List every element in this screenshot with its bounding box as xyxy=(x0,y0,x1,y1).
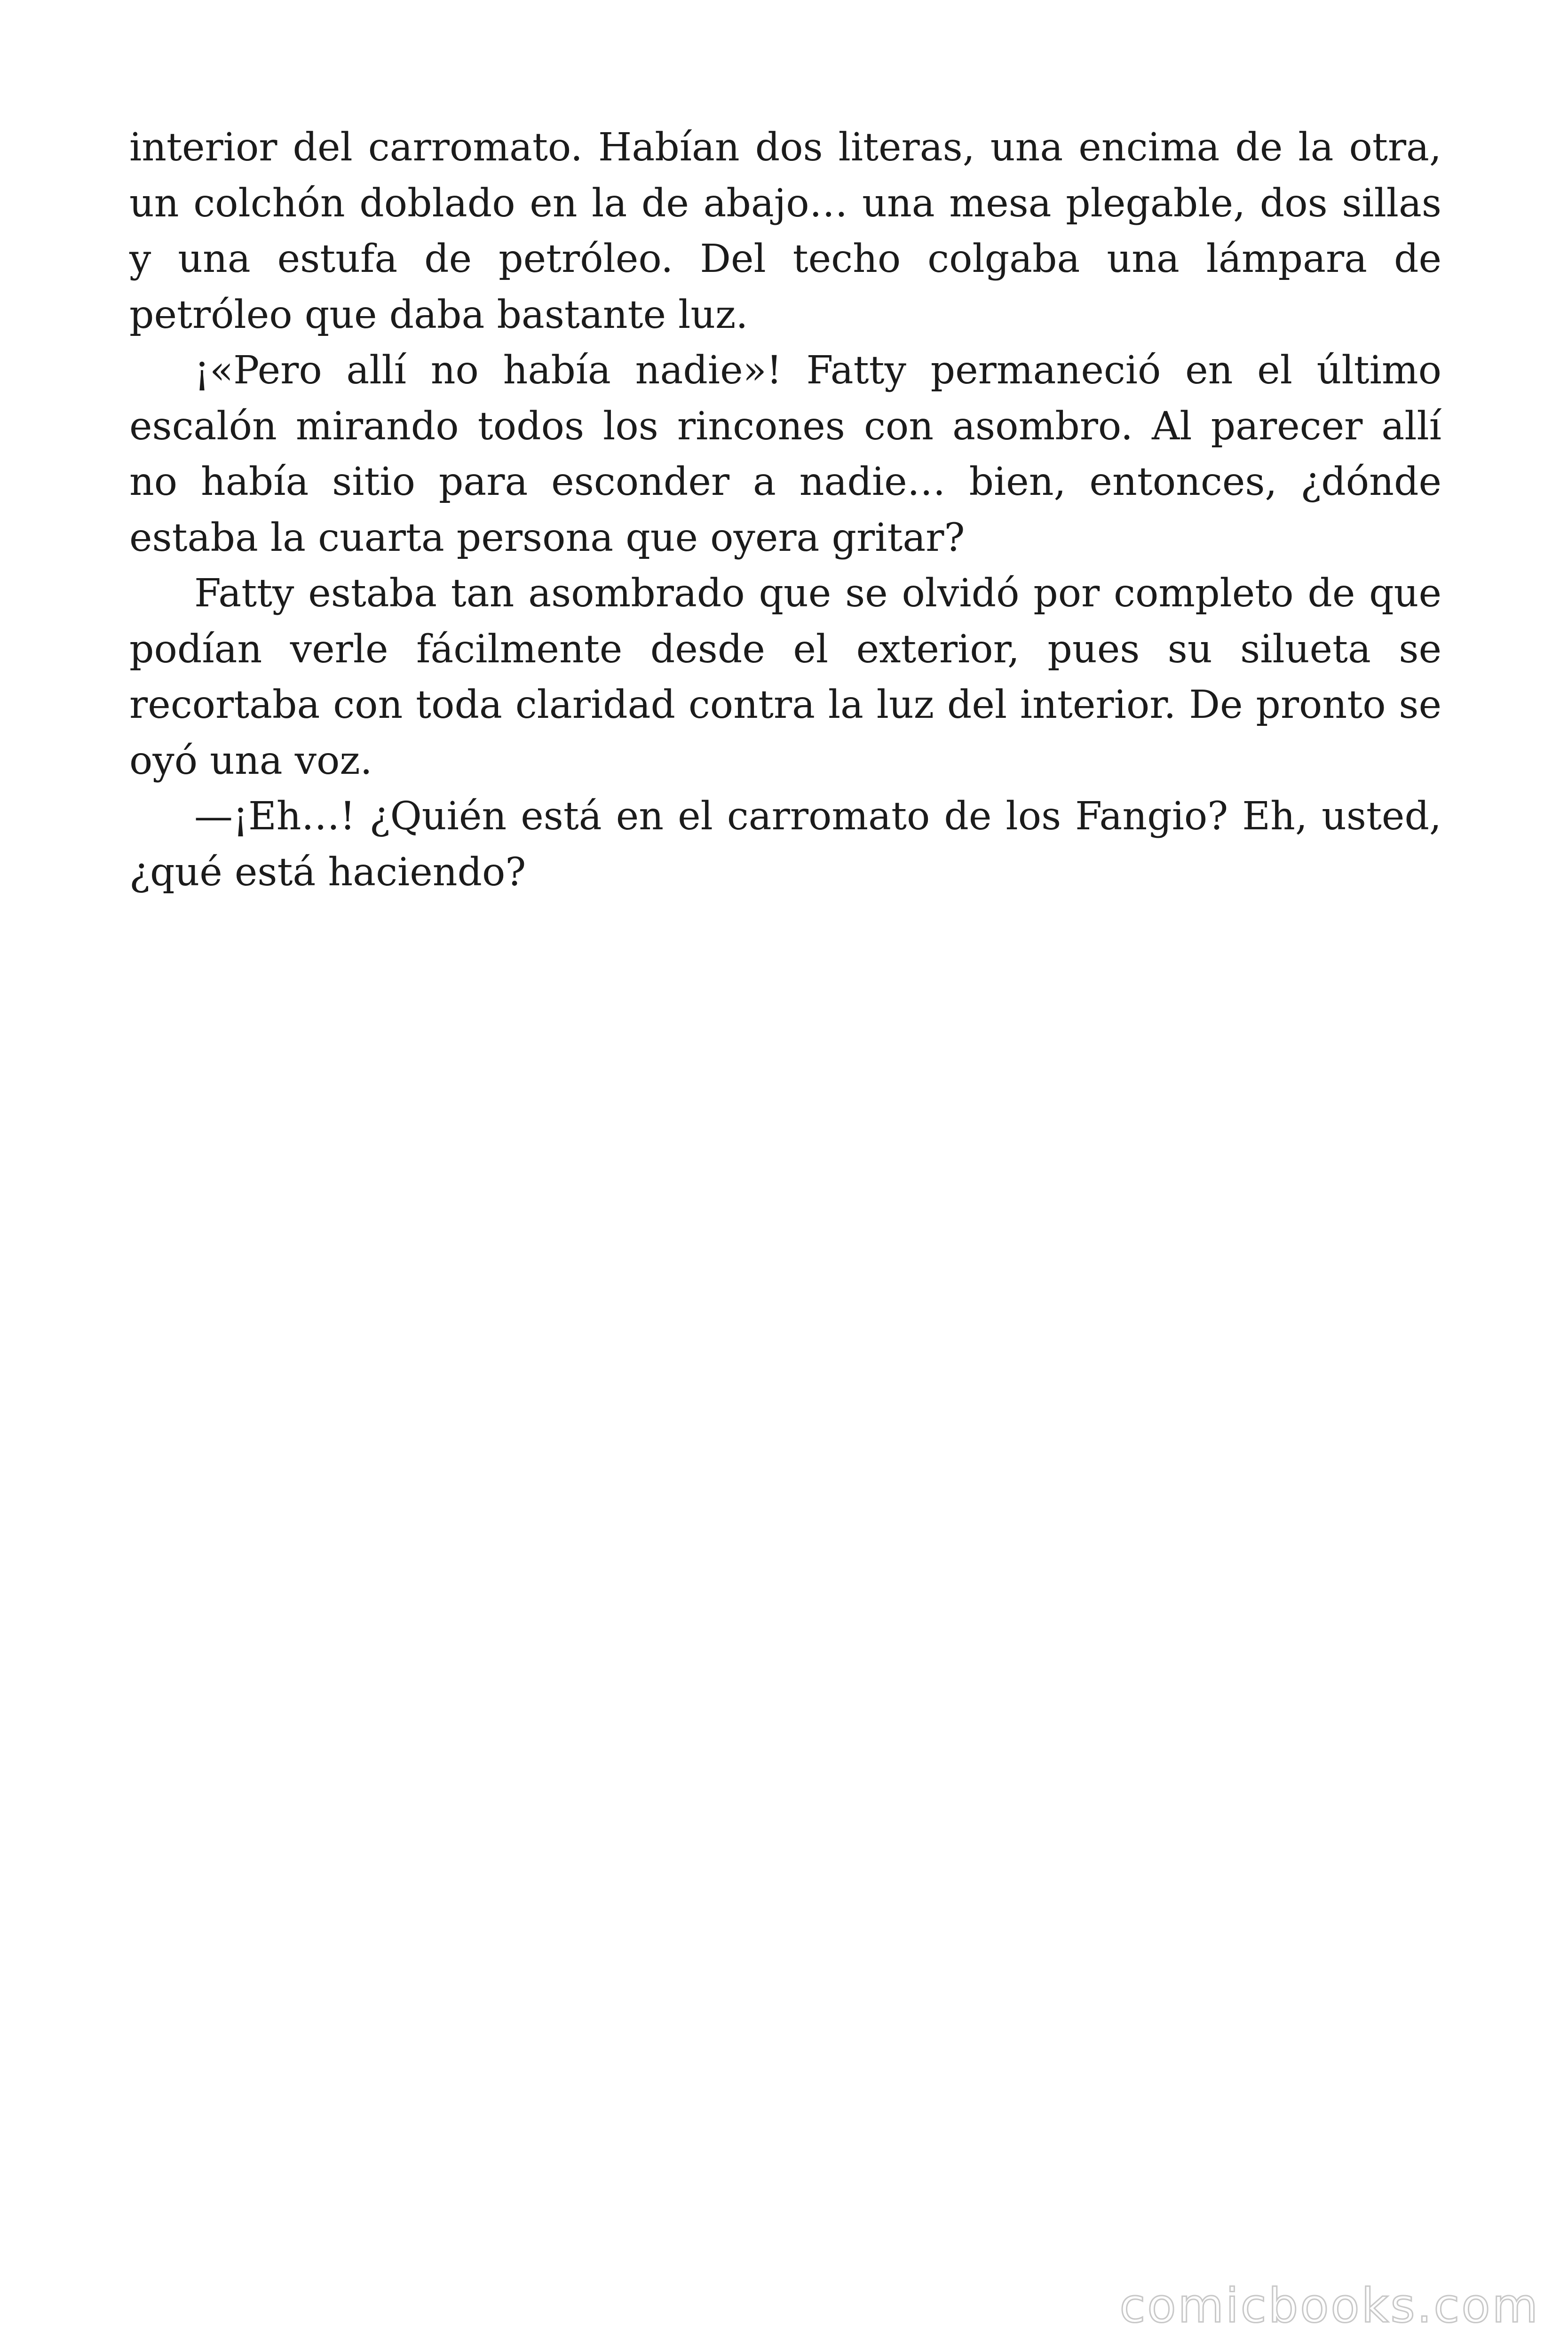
paragraph-2: ¡«Pero allí no había nadie»! Fatty permaneció en el último escalón mirando todos los rincones con asombro. Al parecer allí no había sitio para esconder a nadie… bien, entonces, ¿dónde estaba la cuarta persona que oyera gritar? xyxy=(129,348,1441,560)
paragraph-1: interior del carromato. Habían dos literas, una encima de la otra, un colchón doblado en la de abajo… una mesa plegable, dos sillas y una estufa de petróleo. Del techo colgaba una lámpara de petróleo que daba bastante luz. xyxy=(129,125,1441,337)
page-body xyxy=(129,120,1441,900)
paragraph-4: —¡Eh…! ¿Quién está en el carromato de los Fangio? Eh, usted, ¿qué está haciendo? xyxy=(129,794,1441,895)
watermark: comicbooks.com xyxy=(1119,2278,1540,2333)
paragraph-3: Fatty estaba tan asombrado que se olvidó por completo de que podían verle fácilmente desde el exterior, pues su silueta se recortaba con toda claridad contra la luz del interior. De pronto se oyó una voz. xyxy=(129,571,1441,783)
